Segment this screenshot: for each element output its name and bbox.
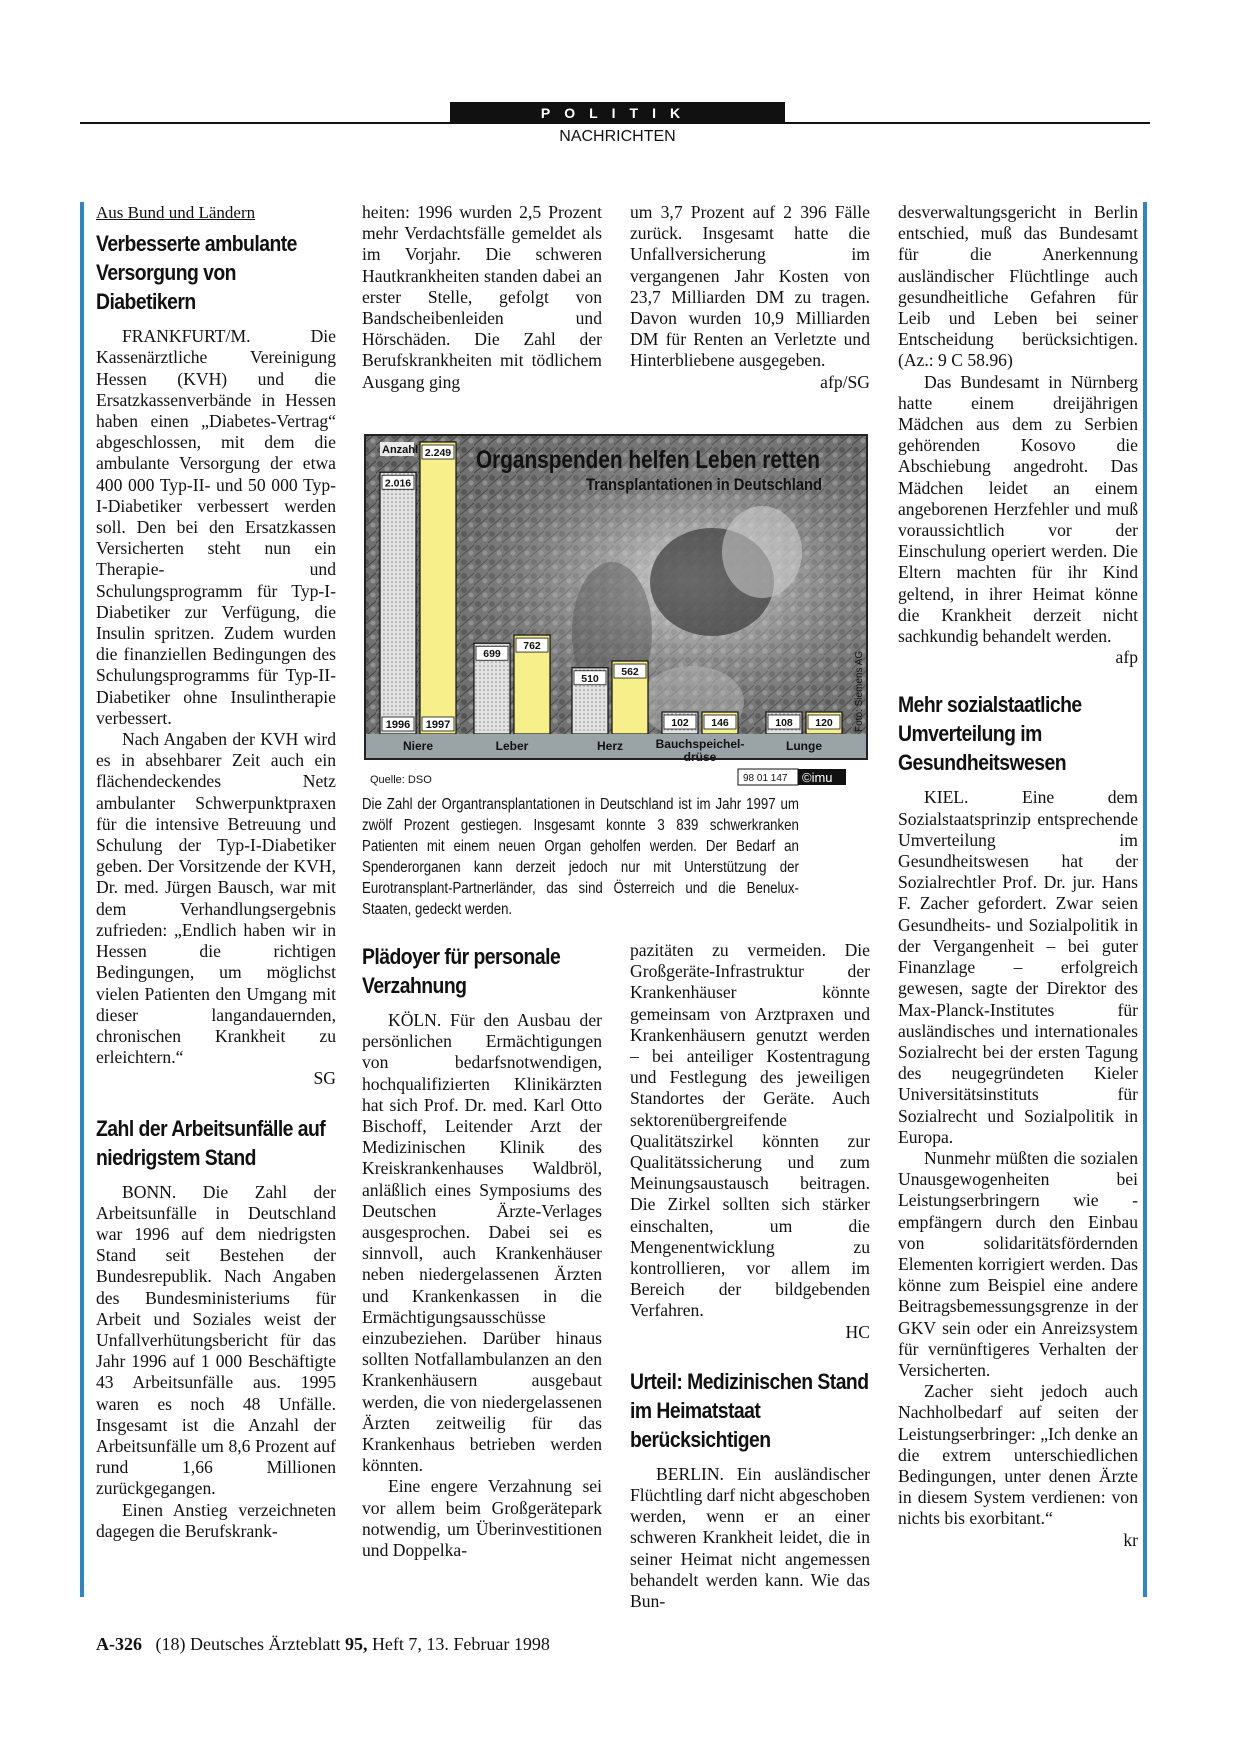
kicker: Aus Bund und Ländern xyxy=(96,203,256,222)
headline-sozialstaat: Mehr sozialstaatliche Umverteilung im Gesundheitswesen xyxy=(898,692,1082,776)
photo-credit: Foto: Siemens AG xyxy=(854,650,865,732)
column-1 xyxy=(96,202,336,1542)
page-footer xyxy=(96,1634,550,1655)
paragraph: Nach Angaben der KVH wird es in absehbarer Zeit auch ein flächendeckendes Netz ambulanter Schwerpunktpraxen für die intensive Betreuung und Schulung der Typ-I-Diabetiker geben. Der Vorsitzende der KVH, Dr. med. Jürgen Bausch, war mit dem Verhandlungsergebnis zufrieden: „Endlich haben wir in Hessen die richtigen Bedingungen, um möglichst vielen Patienten den Umgang mit dieser langandauernden, chronischen Krankheit zu erleichtern.“ xyxy=(96,729,336,1068)
paragraph: BONN. Die Zahl der Arbeitsunfälle in Deutschland war 1996 auf dem niedrigsten Stand seit Bestehen der Bundesrepublik. Nach Angaben des Bundesministeriums für Arbeit und Soziales weist der Unfallverhütungsbericht für das Jahr 1996 auf 1 000 Beschäftigte 43 Arbeitsunfälle aus. 1995 waren es noch 48 Unfälle. Insgesamt ist die Anzahl der Arbeitsunfälle um 8,6 Prozent auf rund 1,66 Millionen zurückgegangen. xyxy=(96,1181,336,1499)
value-label: 146 xyxy=(711,717,729,729)
value-label: 108 xyxy=(775,717,793,729)
paragraph: FRANKFURT/M. Die Kassenärztliche Vereinigung Hessen (KVH) und die Ersatzkassenverbände in Hessen haben einen „Diabetes-Vertrag“ abgeschlossen, mit dem die ambulante Versorgung der etwa 400 000 Typ-II- und 50 000 Typ-I-Diabetiker verbessert werden soll. Den bei den Ersatzkassen Versicherten steht nun ein Therapie- und Schulungsprogramm für Typ-I-Diabetiker zur Verfügung, die Insulin spritzen. Zudem wurden die finanziellen Bedingungen des Schulungsprogramms für Typ-II-Diabetiker ohne Insulintherapie verbessert. xyxy=(96,326,336,728)
section-banner: POLITIK xyxy=(450,102,785,124)
figure-caption: Die Zahl der Organtransplantationen in Deutschland ist im Jahr 1997 um zwölf Prozent gestiegen. Insgesamt konnte 3 839 schwerkranken Patienten mit einem neuen Organ geholfen werden. Der Bedarf an Spenderorganen kann derzeit jedoch nur mit Unterstützung der Eurotransplant-Partnerländer, das sind Österreich und die Benelux-Staaten, gedeckt werden. xyxy=(362,796,799,918)
category-label: Herz xyxy=(596,739,624,753)
author-signature: HC xyxy=(845,1321,870,1342)
headline-diabetes: Verbesserte ambulante Versorgung von Diabetikern xyxy=(96,231,297,315)
legend-1996: 1996 xyxy=(385,719,411,731)
chart-svg xyxy=(362,432,870,788)
value-label: 2.249 xyxy=(424,447,452,459)
paragraph: KÖLN. Für den Ausbau der persönlichen Ermächtigungen von bedarfsnotwendigen, hochqualifizierten Klinikärzten hat sich Prof. Dr. med. Karl Otto Bischoff, Leitender Arzt der Medizinischen Klinik des Kreiskrankenhauses Waldbröl, anläßlich eines Symposiums des Deutschen Ärzte-Verlages ausgesprochen. Dabei sei es sinnvoll, auch Krankenhäuser neben niedergelassenen Ärzten und Krankenkassen in die Ermächtigungsausschüsse einzubeziehen. Darüber hinaus sollten Notfallambulanzen an den Krankenhäusern ausgebaut werden, die von niedergelassenen Ärzten zeitweilig für das Krankenhaus betrieben werden könnten. xyxy=(362,1010,602,1476)
paragraph: Nunmehr müßten die sozialen Unausgewogenheiten bei Leistungserbringern wie -empfängern durch den Einbau von solidaritätsfördernden Elementen korrigiert werden. Das könne zum Beispiel eine andere Beitragsbemessungsgrenze in der GKV sein oder ein Anreizsystem für vernünftigeres Verhalten der Versicherten. xyxy=(898,1147,1138,1380)
column-accent-bar xyxy=(1143,202,1147,1597)
chart-code: 98 01 147 xyxy=(743,773,788,784)
header-rule xyxy=(80,122,1150,124)
paragraph: BERLIN. Ein ausländischer Flüchtling darf nicht abgeschoben werden, wenn er an einer schweren Krankheit leidet, die in seiner Heimat nicht angemessen behandelt werden kann. Wie das Bun- xyxy=(630,1463,870,1612)
author-signature: kr xyxy=(1123,1529,1138,1550)
paragraph: pazitäten zu vermeiden. Die Großgeräte-Infrastruktur der Krankenhäuser könnte gemeinsam von Arztpraxen und Krankenhäusern genutzt werden – bei anteiliger Kostentragung und Festlegung des jeweiligen Standortes der Geräte. Auch sektorenübergreifende Qualitätszirkel könnten zur Qualitätssicherung und zum Meinungsaustausch beitragen. Die Zirkel sollten sich stärker einschalten, um die Mengenentwicklung zu kontrollieren, vor allem im Bereich der bildgebenden Verfahren. xyxy=(630,940,870,1321)
paragraph: Eine engere Verzahnung sei vor allem beim Großgerätepark notwendig, um Überinvestitionen und Doppelka- xyxy=(362,1476,602,1561)
category-label: drüse xyxy=(683,750,717,764)
value-label: 562 xyxy=(621,666,639,679)
issue-suffix: Heft 7, 13. Februar 1998 xyxy=(371,1634,550,1654)
author-signature: SG xyxy=(313,1068,336,1089)
headline-verzahnung: Plädoyer für personale Verzahnung xyxy=(362,944,561,998)
category-label: Lunge xyxy=(786,739,822,753)
y-axis-label: Anzahl xyxy=(382,444,419,456)
page-number: A-326 xyxy=(96,1634,142,1654)
category-label: Leber xyxy=(495,739,529,753)
author-signature: afp/SG xyxy=(820,371,870,392)
paragraph: Das Bundesamt in Nürnberg hatte einem dreijährigen Mädchen aus dem zu Serbien gehörenden Kosovo die Abschiebung angedroht. Das Mädchen leidet an einem angeborenen Herzfehler und muß voraussichtlich vor der Einschulung operiert werden. Die Eltern machten für ihr Kind geltend, in ihrer Heimat könne die Krankheit derzeit nicht sachkundig behandelt werden. xyxy=(898,371,1138,647)
headline-arbeitsunfaelle: Zahl der Arbeitsunfälle auf niedrigstem Stand xyxy=(96,1115,326,1170)
column-3-bottom xyxy=(630,940,870,1612)
value-label: 510 xyxy=(581,672,599,685)
headline-urteil: Urteil: Medizinischen Stand im Heimatstaat berücksichtigen xyxy=(630,1368,869,1452)
paragraph: desverwaltungsgericht in Berlin entschied, muß das Bundesamt für die Anerkennung ausländischer Flüchtlinge auch gesundheitliche Gefahren für Leib und Leben bei seiner Entscheidung berücksichtigen. (Az.: 9 C 58.96) xyxy=(898,202,1138,371)
column-2-bottom xyxy=(362,940,602,1561)
value-label: 2.016 xyxy=(384,477,412,490)
subsection-label: NACHRICHTEN xyxy=(559,128,676,145)
value-label: 762 xyxy=(523,640,541,653)
issue-prefix: (18) Deutsches Ärzteblatt xyxy=(155,1634,341,1654)
column-accent-bar xyxy=(80,202,84,1597)
column-3-top xyxy=(630,202,870,393)
value-label: 102 xyxy=(671,717,689,729)
bar-1996-0 xyxy=(380,472,416,734)
value-label: 120 xyxy=(815,717,833,729)
value-label: 699 xyxy=(483,648,501,661)
author-signature: afp xyxy=(1115,647,1138,668)
paragraph: Einen Anstieg verzeichneten dagegen die Berufskrank- xyxy=(96,1499,336,1541)
paragraph: um 3,7 Prozent auf 2 396 Fälle zurück. Insgesamt hatte die Unfallversicherung im vergangenen Jahr Kosten von 23,7 Milliarden DM zu tragen. Davon wurden 10,9 Milliarden DM für Renten an Verletzte und Hinterbliebene ausgegeben. xyxy=(630,202,870,371)
imu-logo: ©imu xyxy=(802,770,833,785)
chart-subtitle: Transplantationen in Deutschland xyxy=(586,475,822,494)
legend-1997: 1997 xyxy=(425,719,451,731)
category-label: Bauchspeichel- xyxy=(655,737,745,751)
chart-source: Quelle: DSO xyxy=(370,774,432,786)
paragraph: KIEL. Eine dem Sozialstaatsprinzip entsprechende Umverteilung im Gesundheitswesen hat der Sozialrechtler Prof. Dr. jur. Hans F. Zacher gefordert. Zwar seien Gesundheits- und Sozialpolitik in der Vergangenheit – bei guter Finanzlage – erfolgreich gewesen, sagte der Direktor des Max-Planck-Institutes für ausländisches und internationales Sozialrecht bei der ersten Tagung des neugegründeten Kieler Universitätsinstituts für Sozialrecht und Sozialpolitik in Europa. xyxy=(898,787,1138,1147)
chart-title: Organspenden helfen Leben retten xyxy=(476,446,820,474)
paragraph: Zacher sieht jedoch auch Nachholbedarf auf seiten der Leistungserbringer: „Ich denke an die extrem unterschiedlichen Bedingungen, unter denen Ärzte in diesem System verdienen: von nichts bis exorbitant.“ xyxy=(898,1381,1138,1529)
column-2-top xyxy=(362,202,602,393)
bar-1997-0 xyxy=(420,442,456,734)
column-4 xyxy=(898,202,1138,1551)
paragraph: heiten: 1996 wurden 2,5 Prozent mehr Verdachtsfälle gemeldet als im Vorjahr. Die schweren Hautkrankheiten standen dabei an erster Stelle, gefolgt von Bandscheibenleiden und Hörschäden. Die Zahl der Berufskrankheiten mit tödlichem Ausgang ging xyxy=(362,202,602,392)
volume: 95, xyxy=(344,1634,368,1654)
organ-transplant-chart xyxy=(362,432,870,788)
category-label: Niere xyxy=(402,739,434,753)
